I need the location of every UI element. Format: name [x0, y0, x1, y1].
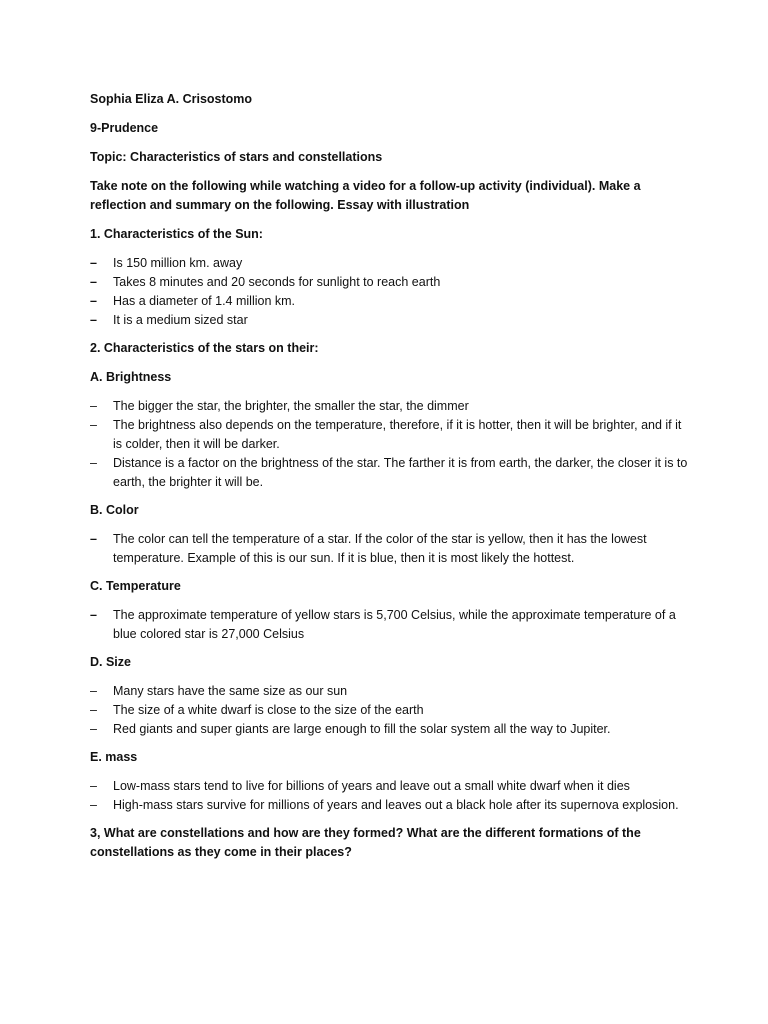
dash-marker: – [90, 399, 97, 413]
sun-list [90, 254, 690, 330]
size-list [90, 682, 690, 739]
dash-marker: – [90, 722, 97, 736]
dash-marker: – [90, 418, 97, 432]
dash-marker: – [90, 779, 97, 793]
list-item [90, 606, 690, 644]
list-item-text: The color can tell the temperature of a star. If the color of the star is yellow, then it has the lowest temperature. Example of this is our sun. If it is blue, then it is most likely the hottest. [113, 532, 647, 565]
list-item [90, 254, 690, 273]
list-item [90, 311, 690, 330]
dash-marker: – [90, 275, 97, 289]
brightness-heading: A. Brightness [90, 370, 172, 384]
student-section: 9-Prudence [90, 121, 159, 135]
dash-marker: – [90, 608, 97, 622]
stars-heading: 2. Characteristics of the stars on their: [90, 341, 319, 355]
list-item [90, 796, 690, 815]
list-item-text: Low-mass stars tend to live for billions of years and leave out a small white dwarf when it dies [113, 779, 630, 793]
student-name: Sophia Eliza A. Crisostomo [90, 92, 253, 106]
instructions: Take note on the following while watching a video for a follow-up activity (individual). Make a reflection and summary on the following. Essay with illustration [90, 179, 641, 212]
temperature-list [90, 606, 690, 644]
temperature-heading: C. Temperature [90, 579, 181, 593]
list-item [90, 777, 690, 796]
list-item-text: Has a diameter of 1.4 million km. [113, 294, 296, 308]
list-item-text: Takes 8 minutes and 20 seconds for sunlight to reach earth [113, 275, 441, 289]
list-item-text: The bigger the star, the brighter, the smaller the star, the dimmer [113, 399, 469, 413]
list-item-text: The size of a white dwarf is close to the size of the earth [113, 703, 424, 717]
list-item [90, 397, 690, 416]
list-item [90, 701, 690, 720]
dash-marker: – [90, 256, 97, 270]
list-item-text: Red giants and super giants are large enough to fill the solar system all the way to Jupiter. [113, 722, 611, 736]
list-item [90, 416, 690, 454]
list-item-text: Many stars have the same size as our sun [113, 684, 348, 698]
brightness-list [90, 397, 690, 492]
mass-heading: E. mass [90, 750, 138, 764]
list-item-text: Distance is a factor on the brightness of the star. The farther it is from earth, the darker, the closer it is to earth, the brighter it will be. [113, 456, 688, 489]
list-item-text: The brightness also depends on the temperature, therefore, if it is hotter, then it will be brighter, and if it is colder, then it will be darker. [113, 418, 682, 451]
dash-marker: – [90, 798, 97, 812]
list-item [90, 682, 690, 701]
dash-marker: – [90, 532, 97, 546]
sun-heading: 1. Characteristics of the Sun: [90, 227, 263, 241]
mass-list [90, 777, 690, 815]
dash-marker: – [90, 703, 97, 717]
topic-line: Topic: Characteristics of stars and constellations [90, 150, 383, 164]
size-heading: D. Size [90, 655, 131, 669]
list-item [90, 273, 690, 292]
list-item-text: It is a medium sized star [113, 313, 248, 327]
question-3: 3, What are constellations and how are they formed? What are the different formations of the constellations as they come in their places? [90, 826, 641, 859]
dash-marker: – [90, 684, 97, 698]
dash-marker: – [90, 313, 97, 327]
list-item [90, 292, 690, 311]
list-item-text: The approximate temperature of yellow stars is 5,700 Celsius, while the approximate temperature of a blue colored star is 27,000 Celsius [113, 608, 676, 641]
document-page [90, 90, 690, 872]
color-list [90, 530, 690, 568]
list-item-text: High-mass stars survive for millions of years and leaves out a black hole after its supernova explosion. [113, 798, 679, 812]
dash-marker: – [90, 294, 97, 308]
color-heading: B. Color [90, 503, 139, 517]
list-item-text: Is 150 million km. away [113, 256, 243, 270]
list-item [90, 530, 690, 568]
list-item [90, 454, 690, 492]
list-item [90, 720, 690, 739]
dash-marker: – [90, 456, 97, 470]
